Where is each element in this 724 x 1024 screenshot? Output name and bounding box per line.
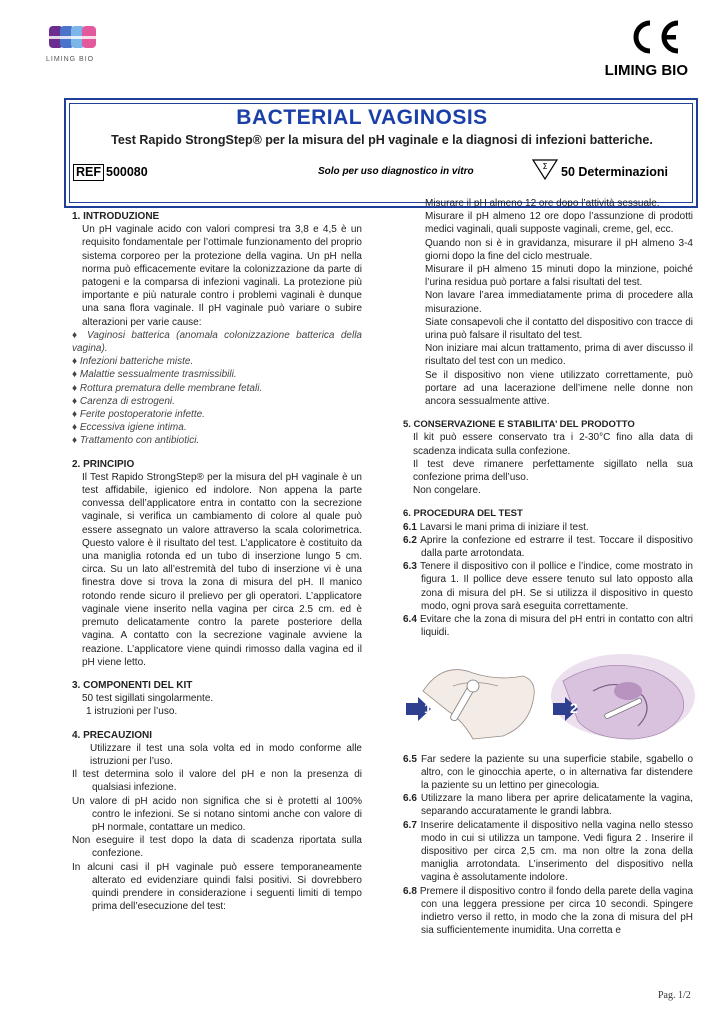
figure-1-label: 1 <box>424 700 432 716</box>
list-item: 50 test sigillati singolarmente. <box>82 693 214 705</box>
step-number: 6.4 <box>403 614 417 626</box>
list-item: Misurare il pH almeno 12 ore dopo l’attività sessuale. <box>425 198 660 209</box>
procedure-step <box>403 819 693 885</box>
section-heading: 1. INTRODUZIONE <box>72 211 160 222</box>
procedure-step <box>403 560 693 613</box>
list-item: Misurare il pH almeno 15 minuti dopo la minzione, poiché l’urina residua può portare a falsi risultati del test. <box>425 264 693 289</box>
section-heading: 3. COMPONENTI DEL KIT <box>72 679 193 691</box>
limits-list <box>403 197 693 408</box>
step-number: 6.1 <box>403 521 417 533</box>
step-text: Utilizzare la mano libera per aprire delicatamente la vagina, separando accuratamente le grandi labbra. <box>420 793 693 818</box>
list-item: 1 istruzioni per l’uso. <box>86 706 178 718</box>
section-heading: 2. PRINCIPIO <box>72 458 135 470</box>
step-number: 6.5 <box>403 753 417 765</box>
step-number: 6.3 <box>403 561 417 573</box>
ref-label: REF <box>73 164 104 181</box>
step-text: Lavarsi le mani prima di iniziare il test. <box>419 521 589 533</box>
list-item: ♦ Vaginosi batterica (anomala colonizzazione batterica della vagina). <box>72 329 362 355</box>
list-item: ♦ Infezioni batteriche miste. <box>72 356 194 368</box>
list-item: Non iniziare mai alcun trattamento, prima di aver discusso il risultato del test con un medico. <box>425 343 693 368</box>
page-number: Pag. 1/2 <box>658 990 691 1001</box>
section-paragraph: Il test deve rimanere perfettamente sigillato nella sua confezione prima dell’uso. <box>413 458 693 484</box>
list-item: Utilizzare il test una sola volta ed in modo conforme alle istruzioni per l’uso. <box>90 742 362 767</box>
section-heading: 4. PRECAUZIONI <box>72 729 153 741</box>
list-item: In alcuni casi il pH vaginale può essere temporaneamente alterato ed evidenziare quindi falsi positivi. Si dovrebbero quindi prendere in considerazione i seguenti limiti di tempo prima dell’esecuzione del test: <box>72 861 362 913</box>
list-item: ♦ Rottura prematura delle membrane fetali. <box>72 382 263 394</box>
figure-2-label: 2 <box>570 700 578 716</box>
step-text: Premere il dispositivo contro il fondo della parete della vagina con una leggera pressione per circa 10 secondi. Spingere indietro verso il retto, in modo che la zona di misura del pH sia sufficientemente inumidita. Una corretta e <box>419 885 694 937</box>
sigma-triangle-icon <box>532 158 558 180</box>
step-text: Inserire delicatamente il dispositivo nella vagina nello stesso modo in cui si utilizza un tampone. Vedi figura 2 . Inserire il dispositivo per circa 2,5 cm. ma non oltre la zona della maniglia arrotondata. L’inserimento del dispositivo nella vagina è assolutamente indolore. <box>420 819 693 884</box>
procedure-step <box>403 885 693 938</box>
procedure-figures <box>403 651 698 746</box>
step-number: 6.7 <box>403 819 417 831</box>
list-item: ♦ Ferite postoperatorie infette. <box>72 409 205 421</box>
sigma-symbol: Σ <box>542 162 548 171</box>
section-heading: 5. CONSERVAZIONE E STABILITA’ DEL PRODOTTO <box>403 419 635 431</box>
list-item: Non eseguire il test dopo la data di scadenza riportata sulla confezione. <box>72 835 362 860</box>
list-item: Siate consapevoli che il contatto del dispositivo con tracce di urina può falsare il risultato del test. <box>425 316 693 342</box>
list-item: ♦ Malattie sessualmente trasmissibili. <box>72 369 237 381</box>
procedure-step <box>403 792 693 818</box>
section-paragraph: Il Test Rapido StrongStep® per la misura del pH vaginale è un test affidabile, igienico ed indolore. Non appena la parte convessa dell’applicatore entra in contatto con la secrezione vaginale, si verifica un cambiamento di colore al quale può essere assegnato un valore attraverso la scala colorimetrica. Questo valore è il risultato del test. L’applicatore è costituito da una maniglia rotonda ed un tubo di inserzione lungo 5 cm. circa. Su un lato all’estremità del tubo di inserzione vi è una finestra dove si trova la zona di misura del pH. Il manico rotondo rende sicuro il prelievo per gli operatori. L’applicatore vaginale viene inserito nella vagina per circa 2.5 cm. ed è premuto delicatamente contro la parete posteriore della vagina. A contatto con la secrezione vaginale avviene la reazione. L’applicatore viene quindi rimosso dalla vagina ed il pH viene letto. <box>82 471 362 668</box>
left-column <box>72 210 362 913</box>
document-title: BACTERIAL VAGINOSIS <box>236 106 488 129</box>
section-paragraph: Il kit può essere conservato tra i 2-30°C fino alla data di scadenza indicata sulla confezione. <box>413 432 693 457</box>
list-item: Non lavare l’area immediatamente prima di procedere alla misurazione. <box>425 290 693 315</box>
procedure-step <box>403 613 693 639</box>
procedure-step <box>403 753 693 793</box>
right-column <box>403 197 693 937</box>
ce-mark-icon <box>628 20 682 54</box>
list-item: ♦ Eccessiva igiene intima. <box>72 422 187 434</box>
list-item: Misurare il pH almeno 12 ore dopo l’assunzione di prodotti medici vaginali, quali supposte vaginali, creme, gel, ecc. <box>425 211 693 236</box>
list-item: Un valore di pH acido non significa che si è protetti al 100% contro le infezioni. Se si notano sintomi anche con valore di pH normale, contattare un medico. <box>72 795 362 833</box>
diagnostic-use-note: Solo per uso diagnostico in vitro <box>318 166 474 177</box>
step-number: 6.8 <box>403 885 417 897</box>
figure-2-insertion-diagram <box>551 654 695 739</box>
step-text: Aprire la confezione ed estrarre il test. Toccare il dispositivo dalla parte arrotondata. <box>420 534 693 560</box>
brand-name: LIMING BIO <box>604 62 688 79</box>
section-heading: 6. PROCEDURA DEL TEST <box>403 508 523 520</box>
list-item: ♦ Trattamento con antibiotici. <box>72 435 200 447</box>
procedure-step <box>403 534 693 560</box>
figure-1-hand-holding-device <box>406 656 543 741</box>
procedure-step <box>403 521 693 534</box>
list-item: ♦ Carenza di estrogeni. <box>72 395 175 407</box>
list-item: Il test determina solo il valore del pH e non la presenza di qualsiasi infezione. <box>72 769 362 794</box>
step-number: 6.2 <box>403 534 417 546</box>
step-text: Far sedere la paziente su una superficie stabile, sgabello o altro, con le ginocchia aperte, o in alternativa far distendere la paziente su un lettino per ginecologia. <box>420 753 694 791</box>
list-item: Se il dispositivo non viene utilizzato correttamente, può portare ad una lacerazione dell’imene nelle donne non ancora sessualmente attive. <box>425 369 693 408</box>
ref-value: 500080 <box>106 165 148 179</box>
determinations-count: 50 Determinazioni <box>561 165 668 179</box>
step-text: Tenere il dispositivo con il pollice e l’indice, come mostrato in figura 1. Il pollice deve essere tenuto sul lato opposto alla zona di misura del pH. Se si utilizza il dispositivo in questo modo, ogni prova sarà eseguita correttamente. <box>419 561 693 612</box>
step-number: 6.6 <box>403 793 417 805</box>
document-subtitle: Test Rapido StrongStep® per la misura del pH vaginale e la diagnosi di infezioni batteriche. <box>111 133 653 147</box>
list-item: Quando non si è in gravidanza, misurare il pH almeno 3-4 giorni dopo la fine del ciclo mestruale. <box>425 237 693 262</box>
logo-text: LIMING BIO <box>46 56 95 63</box>
section-paragraph: Un pH vaginale acido con valori compresi tra 3,8 e 4,5 è un requisito fondamentale per l’ottimale funzionamento del proprio sistema corporeo per la protezione della vagina. Un pH nella norma può efficacemente evitare la colonizzazione da parte di patogeni e la comparsa di infezioni vaginali. La protezione più importante e più naturale contro i problemi vaginali è dunque una sana flora vaginale. Il pH vaginale può variare o subire alterazioni per varie cause: <box>82 224 362 328</box>
step-text: Evitare che la zona di misura del pH entri in contatto con altri liquidi. <box>420 614 693 639</box>
cause-list <box>72 329 362 448</box>
section-paragraph: Non congelare. <box>413 485 481 497</box>
